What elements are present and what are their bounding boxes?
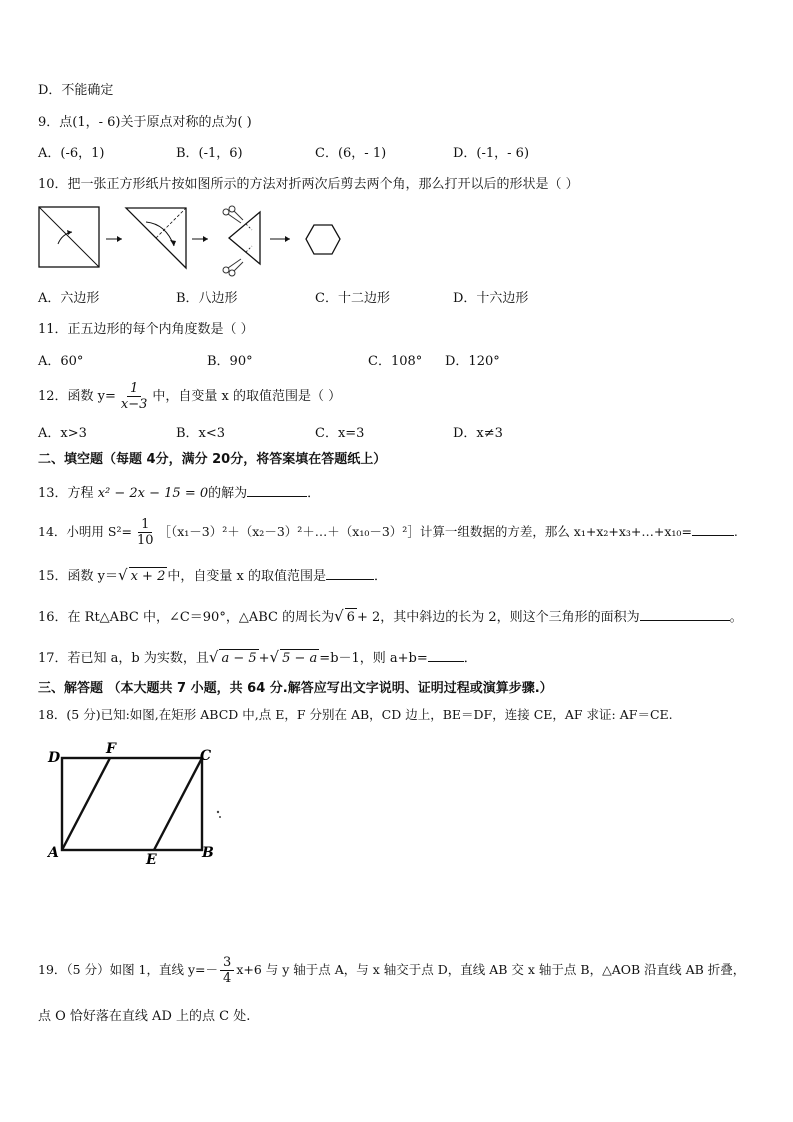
q15-pre: 15．函数 y＝ bbox=[38, 569, 119, 584]
q14-answer-blank[interactable] bbox=[692, 522, 734, 536]
q17-pre: 17．若已知 a，b 为实数，且 bbox=[38, 651, 209, 666]
q13-answer-blank[interactable] bbox=[247, 483, 307, 497]
q16-stem bbox=[38, 607, 743, 627]
q12-option-b: B．x<3 bbox=[176, 426, 226, 441]
q12-option-a: A．x>3 bbox=[38, 426, 87, 441]
q12-option-c: C．x=3 bbox=[315, 426, 365, 441]
q9-option-b: B．(-1，6) bbox=[176, 146, 243, 161]
label-d: D bbox=[48, 750, 61, 766]
q19-frac-num: 3 bbox=[220, 955, 234, 971]
q19-frac-den: 4 bbox=[223, 971, 232, 986]
q14-frac-den: 10 bbox=[136, 533, 154, 548]
q17-end: ． bbox=[463, 651, 477, 666]
sqrt-icon: √ bbox=[334, 607, 344, 625]
q19-stem bbox=[38, 952, 745, 988]
q12-frac-den: x−3 bbox=[120, 397, 148, 412]
q16-post: ，其中斜边的长为 2，则这个三角形的面积为 bbox=[380, 610, 640, 625]
q19-fraction bbox=[220, 955, 234, 986]
q16-plus: + 2 bbox=[356, 610, 381, 625]
q9-option-c: C．(6，- 1) bbox=[315, 146, 387, 161]
q13-end: ． bbox=[307, 486, 321, 501]
q9-stem: 9．点(1，- 6)关于原点对称的点为( ) bbox=[38, 115, 252, 130]
q13-stem bbox=[38, 483, 320, 503]
q10-option-a: A．六边形 bbox=[38, 291, 100, 306]
q10-option-b: B．八边形 bbox=[176, 291, 238, 306]
q13-equation: x² − 2x − 15 = 0 bbox=[97, 486, 209, 501]
label-f: F bbox=[106, 741, 116, 757]
q17-radicand-1: a − 5 bbox=[221, 651, 257, 666]
label-e: E bbox=[146, 852, 157, 868]
q10-folding-figure bbox=[36, 204, 356, 280]
q11-option-d: D．120° bbox=[445, 354, 500, 369]
q19-line2: 点 O 恰好落在直线 AD 上的点 C 处. bbox=[38, 1009, 251, 1024]
q10-option-d: D．十六边形 bbox=[453, 291, 529, 306]
label-a: A bbox=[48, 845, 59, 861]
q17-plus: + bbox=[258, 651, 270, 666]
q12-pre: 12．函数 y= bbox=[38, 389, 116, 404]
label-b: B bbox=[202, 845, 214, 861]
q14-frac-num: 1 bbox=[138, 517, 152, 533]
sqrt-icon: √ bbox=[118, 566, 128, 584]
q15-post: 中，自变量 x 的取值范围是 bbox=[167, 569, 326, 584]
q16-pre: 16．在 Rt△ABC 中，∠C＝90°，△ABC 的周长为 bbox=[38, 610, 335, 625]
q11-option-a: A．60° bbox=[38, 354, 84, 369]
q16-answer-blank[interactable] bbox=[640, 607, 730, 621]
q15-end: ． bbox=[373, 569, 387, 584]
q11-stem: 11．正五边形的每个内角度数是（ ） bbox=[38, 322, 254, 337]
q11-option-c: C．108° bbox=[368, 354, 423, 369]
q10-option-c: C．十二边形 bbox=[315, 291, 390, 306]
q14-mid: ［（x₁－3）²＋（x₂－3）²＋…＋（x₁₀－3）²］计算一组数据的方差，那么 x₁+x₂+x₃+…+x₁₀= bbox=[158, 524, 692, 539]
q14-stem bbox=[38, 514, 738, 550]
q14-end: . bbox=[733, 524, 738, 539]
label-c: C bbox=[200, 748, 212, 764]
q12-frac-num: 1 bbox=[127, 381, 141, 397]
section2-title: 二、填空题（每题 4分，满分 20分，将答案填在答题纸上） bbox=[38, 452, 387, 467]
sqrt-icon: √ bbox=[269, 648, 280, 666]
q14-fraction bbox=[134, 517, 157, 548]
q15-answer-blank[interactable] bbox=[326, 566, 374, 580]
q9-option-a: A．(-6，1) bbox=[38, 146, 105, 161]
section3-title: 三、解答题 （本大题共 7 小题，共 64 分.解答应写出文字说明、证明过程或演算步骤.） bbox=[38, 681, 553, 696]
q17-answer-blank[interactable] bbox=[428, 648, 464, 662]
sqrt-icon: √ bbox=[208, 648, 219, 666]
q17-stem bbox=[38, 648, 477, 668]
q17-radicand-2: 5 − a bbox=[282, 651, 318, 666]
q14-pre: 14．小明用 S²= bbox=[38, 524, 132, 539]
q8-option-d: D．不能确定 bbox=[38, 83, 114, 98]
q12-stem bbox=[38, 380, 341, 414]
q16-end: 。 bbox=[729, 610, 743, 625]
q12-option-d: D．x≠3 bbox=[453, 426, 503, 441]
q9-option-d: D．(-1，- 6) bbox=[453, 146, 530, 161]
q16-radicand: 6 bbox=[346, 610, 355, 625]
q12-post: 中，自变量 x 的取值范围是（ ） bbox=[152, 389, 342, 404]
q10-stem: 10．把一张正方形纸片按如图所示的方法对折两次后剪去两个角，那么打开以后的形状是（ ） bbox=[38, 177, 579, 192]
q11-option-b: B．90° bbox=[207, 354, 253, 369]
q15-stem bbox=[38, 566, 387, 586]
q17-post: =b－1，则 a+b= bbox=[319, 651, 428, 666]
q13-post: 的解为 bbox=[208, 486, 248, 501]
q12-fraction bbox=[118, 381, 151, 412]
q19-post: x+6 与 y 轴于点 A，与 x 轴交于点 D，直线 AB 交 x 轴于点 B，△AOB 沿直线 AB 折叠， bbox=[236, 962, 746, 977]
q18-rectangle-figure bbox=[44, 738, 234, 870]
q15-radicand: x + 2 bbox=[130, 569, 166, 584]
q18-stem: 18．(5 分)已知:如图,在矩形 ABCD 中,点 E，F 分别在 AB，CD 边上，BE＝DF，连接 CE，AF 求证: AF＝CE. bbox=[38, 707, 673, 722]
q13-pre: 13．方程 bbox=[38, 486, 98, 501]
q19-pre: 19．（5 分）如图 1，直线 y=－ bbox=[38, 962, 219, 977]
